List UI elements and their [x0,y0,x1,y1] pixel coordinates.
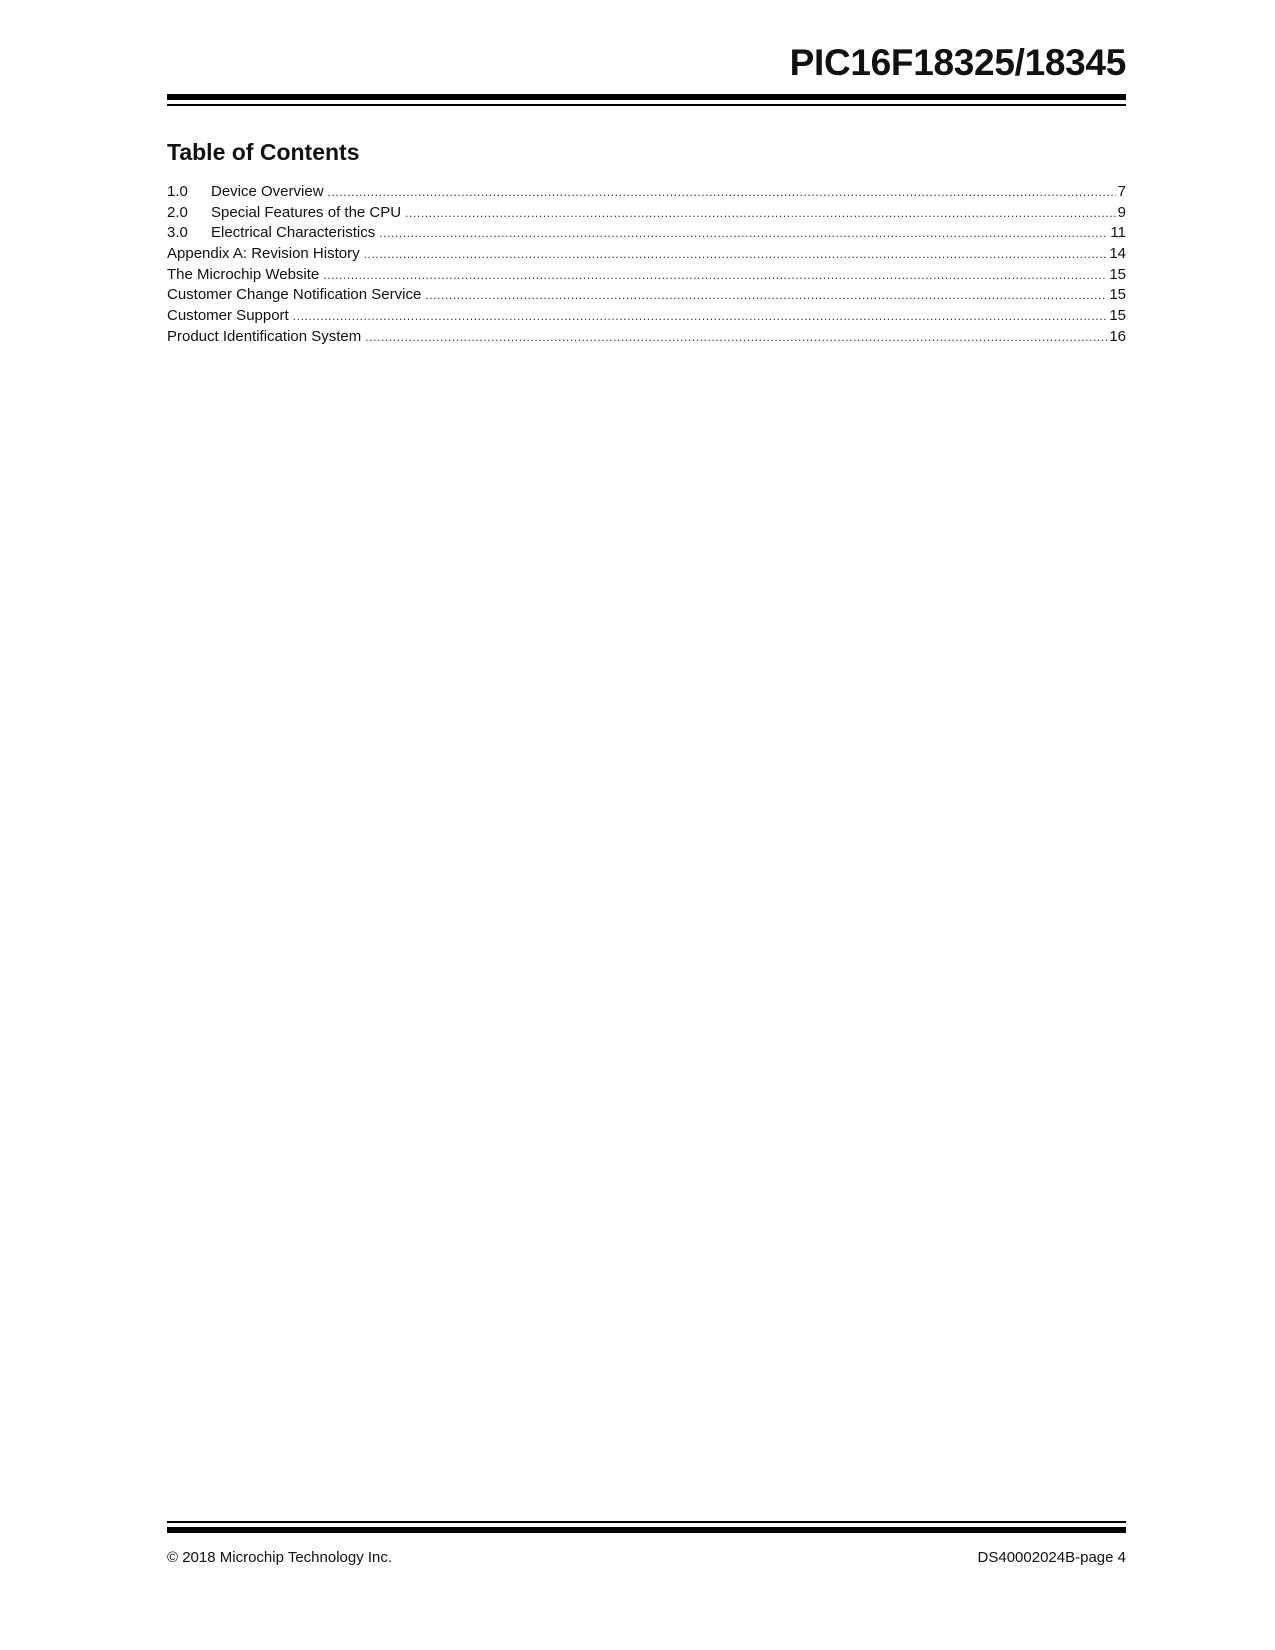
toc-entry-page[interactable]: 15 [1109,286,1126,304]
toc-entry[interactable] [167,306,1126,327]
toc-entry-number: 1.0 [167,183,188,200]
toc-entry[interactable] [167,285,1126,306]
toc-entry-number: 2.0 [167,203,188,221]
toc-leader-dots [323,265,1107,286]
footer-rule-thick [167,1527,1126,1533]
toc-entry-title[interactable]: Electrical Characteristics [211,224,376,242]
toc-entry-title[interactable]: The Microchip Website [167,265,320,283]
toc-entry-page[interactable]: 9 [1117,203,1126,221]
toc-entry-title[interactable]: Customer Support [167,307,289,325]
toc-leader-dots [364,244,1108,265]
toc-leader-dots [379,223,1108,244]
toc-leader-dots [365,327,1107,348]
footer-copyright: © 2018 Microchip Technology Inc. [167,1549,393,1566]
toc-entry-page[interactable]: 15 [1109,265,1126,283]
toc-entry[interactable] [167,203,1126,224]
toc-entry-page[interactable]: 7 [1117,183,1126,200]
toc-leader-dots [425,285,1107,306]
toc-heading: Table of Contents [167,139,360,165]
footer-rule-thin [167,1521,1126,1523]
toc-list [167,182,1126,348]
toc-entry-page[interactable]: 15 [1109,307,1126,325]
footer-page-reference: DS40002024B-page 4 [977,1549,1126,1566]
toc-entry-number: 3.0 [167,224,188,242]
toc-entry-title[interactable]: Appendix A: Revision History [167,245,360,263]
document-title: PIC16F18325/18345 [789,42,1126,83]
toc-entry-title[interactable]: Special Features of the CPU [211,203,402,221]
toc-leader-dots [405,203,1116,224]
header-rule-thick [167,94,1126,100]
toc-entry[interactable] [167,265,1126,286]
toc-entry[interactable] [167,182,1126,203]
toc-entry-page[interactable]: 14 [1109,245,1126,263]
toc-entry-title[interactable]: Customer Change Notification Service [167,286,422,304]
toc-entry-page[interactable]: 11 [1110,224,1126,242]
toc-entry[interactable] [167,327,1126,348]
toc-entry-title[interactable]: Device Overview [211,183,324,200]
toc-leader-dots [328,182,1116,203]
toc-leader-dots [293,306,1108,327]
toc-entry[interactable] [167,223,1126,244]
toc-entry-title[interactable]: Product Identification System [167,327,362,345]
toc-entry[interactable] [167,244,1126,265]
header-rule-thin [167,104,1126,106]
toc-entry-page[interactable]: 16 [1109,327,1126,345]
